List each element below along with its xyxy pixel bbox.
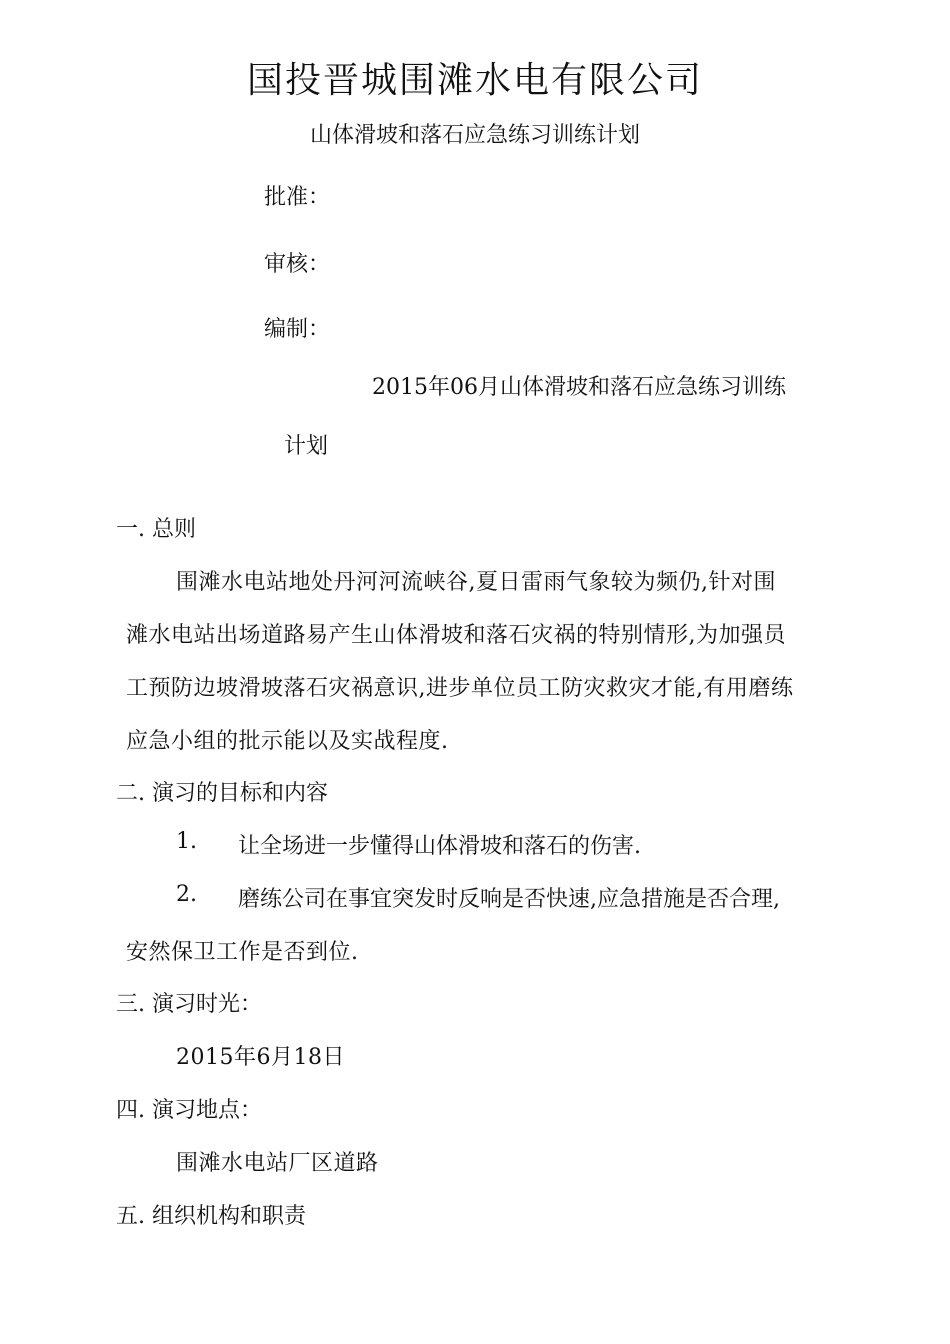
item-1-text: 让全场进一步懂得山体滑坡和落石的伤害. bbox=[238, 834, 641, 859]
section-1-line: 滩水电站出场道路易产生山体滑坡和落石灾祸的特别情形,为加强员 bbox=[126, 623, 786, 648]
section-4-heading: 四. 演习地点： bbox=[116, 1098, 262, 1123]
section-3-heading: 三. 演习时光： bbox=[116, 992, 262, 1017]
item-2-continuation: 安然保卫工作是否到位. bbox=[126, 940, 359, 965]
section-5-heading: 五. 组织机构和职责 bbox=[116, 1204, 306, 1229]
drill-date: 2015年6月18日 bbox=[176, 1045, 345, 1070]
company-title: 国投晋城围滩水电有限公司 bbox=[246, 60, 703, 101]
section-1-line: 围滩水电站地处丹河河流峡谷,夏日雷雨气象较为频仍,针对围 bbox=[176, 570, 776, 595]
review-label: 审核： bbox=[264, 252, 331, 277]
compile-label: 编制： bbox=[264, 317, 331, 342]
drill-location: 围滩水电站厂区道路 bbox=[176, 1151, 379, 1176]
item-2-text: 磨练公司在事宜突发时反响是否快速,应急措施是否合理, bbox=[238, 887, 780, 912]
section-1-heading: 一. 总则 bbox=[116, 517, 196, 542]
section-1-line: 工预防边坡滑坡落石灾祸意识,进步单位员工防灾救灾才能,有用磨练 bbox=[126, 676, 794, 701]
section-1-line: 应急小组的批示能以及实战程度. bbox=[126, 729, 449, 754]
approve-label: 批准： bbox=[264, 185, 331, 210]
plan-subtitle: 山体滑坡和落石应急练习训练计划 bbox=[309, 123, 640, 148]
item-2-number: 2. bbox=[176, 882, 197, 907]
full-title-line1: 2015年06月山体滑坡和落石应急练习训练 bbox=[372, 375, 786, 400]
item-1-number: 1. bbox=[176, 829, 197, 854]
full-title-line2: 计划 bbox=[284, 434, 329, 459]
section-2-heading: 二. 演习的目标和内容 bbox=[116, 781, 328, 806]
